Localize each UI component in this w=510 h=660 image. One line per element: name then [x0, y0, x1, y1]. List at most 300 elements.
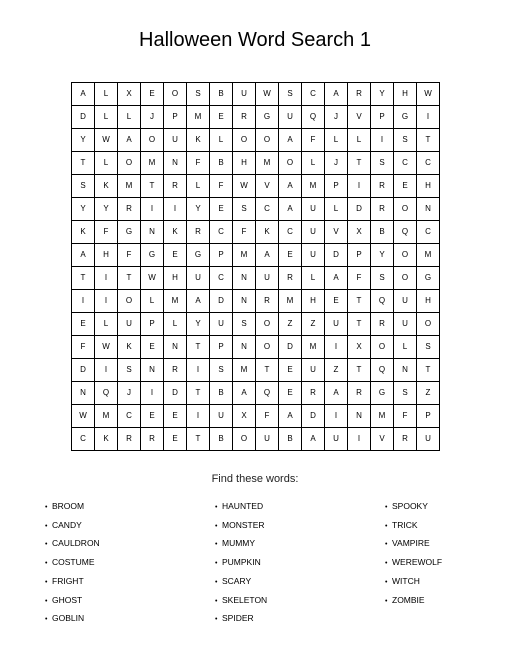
- grid-cell: F: [348, 267, 371, 290]
- grid-cell: T: [348, 152, 371, 175]
- grid-cell: I: [164, 198, 187, 221]
- grid-cell: A: [279, 405, 302, 428]
- bullet-icon: •: [215, 616, 218, 624]
- grid-cell: T: [72, 267, 95, 290]
- grid-cell: B: [210, 83, 233, 106]
- grid-cell: U: [394, 313, 417, 336]
- grid-cell: A: [325, 267, 348, 290]
- word-list-column-3: [385, 498, 475, 629]
- word-label: WITCH: [392, 575, 420, 586]
- grid-cell: R: [118, 428, 141, 451]
- grid-cell: U: [302, 359, 325, 382]
- word-list-item: [385, 535, 475, 554]
- grid-cell: J: [325, 152, 348, 175]
- grid-cell: Z: [417, 382, 440, 405]
- grid-cell: E: [394, 175, 417, 198]
- grid-cell: L: [164, 313, 187, 336]
- grid-cell: N: [164, 152, 187, 175]
- grid-cell: F: [187, 152, 210, 175]
- grid-cell: A: [118, 129, 141, 152]
- word-list-column-1: [45, 498, 215, 629]
- grid-cell: L: [325, 198, 348, 221]
- grid-cell: A: [233, 382, 256, 405]
- grid-cell: M: [233, 244, 256, 267]
- grid-cell: I: [371, 129, 394, 152]
- grid-cell: T: [187, 336, 210, 359]
- word-list-item: [45, 573, 215, 592]
- grid-row: [72, 83, 440, 106]
- bullet-icon: •: [215, 522, 218, 530]
- word-label: FRIGHT: [52, 575, 84, 586]
- grid-cell: L: [187, 175, 210, 198]
- grid-cell: M: [95, 405, 118, 428]
- word-label: PUMPKIN: [222, 557, 261, 568]
- instructions: Find these words:: [211, 473, 299, 485]
- grid-cell: G: [141, 244, 164, 267]
- grid-cell: M: [118, 175, 141, 198]
- grid-cell: I: [95, 290, 118, 313]
- grid-cell: C: [72, 428, 95, 451]
- grid-cell: B: [279, 428, 302, 451]
- grid-cell: H: [417, 175, 440, 198]
- word-label: CAULDRON: [52, 538, 100, 549]
- grid-cell: I: [348, 175, 371, 198]
- grid-cell: X: [118, 83, 141, 106]
- grid-cell: K: [187, 129, 210, 152]
- grid-cell: R: [233, 106, 256, 129]
- grid-cell: C: [118, 405, 141, 428]
- word-label: HAUNTED: [222, 501, 264, 511]
- grid-cell: V: [371, 428, 394, 451]
- word-label: MONSTER: [222, 519, 265, 530]
- grid-cell: Y: [95, 198, 118, 221]
- grid-cell: Z: [279, 313, 302, 336]
- grid-cell: P: [325, 175, 348, 198]
- grid-cell: L: [210, 129, 233, 152]
- grid-cell: X: [348, 336, 371, 359]
- grid-cell: M: [417, 244, 440, 267]
- grid-cell: S: [371, 267, 394, 290]
- grid-cell: D: [348, 198, 371, 221]
- grid-cell: L: [118, 106, 141, 129]
- grid-cell: Z: [325, 359, 348, 382]
- grid-row: [72, 405, 440, 428]
- grid-cell: I: [72, 290, 95, 313]
- bullet-icon: •: [385, 522, 388, 530]
- grid-cell: P: [210, 244, 233, 267]
- grid-cell: T: [417, 129, 440, 152]
- grid-cell: H: [417, 290, 440, 313]
- grid-cell: C: [417, 221, 440, 244]
- bullet-icon: •: [385, 597, 388, 605]
- grid-cell: P: [141, 313, 164, 336]
- grid-cell: R: [141, 428, 164, 451]
- word-list-item: [215, 573, 385, 592]
- grid-cell: R: [187, 221, 210, 244]
- grid-cell: F: [256, 405, 279, 428]
- grid-cell: U: [302, 198, 325, 221]
- grid-row: [72, 382, 440, 405]
- grid-cell: W: [95, 129, 118, 152]
- grid-cell: M: [187, 106, 210, 129]
- grid-cell: E: [164, 405, 187, 428]
- grid-cell: M: [371, 405, 394, 428]
- word-list-item: [385, 573, 475, 592]
- grid-cell: N: [417, 198, 440, 221]
- grid-row: [72, 313, 440, 336]
- grid-cell: O: [256, 313, 279, 336]
- grid-row: [72, 267, 440, 290]
- grid-cell: P: [164, 106, 187, 129]
- grid-cell: U: [210, 313, 233, 336]
- grid-cell: S: [233, 313, 256, 336]
- grid-cell: E: [279, 382, 302, 405]
- grid-cell: T: [187, 428, 210, 451]
- grid-cell: Q: [371, 290, 394, 313]
- grid-cell: B: [210, 152, 233, 175]
- grid-cell: S: [118, 359, 141, 382]
- grid-cell: W: [417, 83, 440, 106]
- grid-cell: Y: [187, 313, 210, 336]
- bullet-icon: •: [45, 522, 48, 530]
- grid-cell: R: [164, 175, 187, 198]
- grid-cell: E: [141, 336, 164, 359]
- grid-cell: L: [95, 83, 118, 106]
- grid-row: [72, 221, 440, 244]
- grid-cell: N: [233, 267, 256, 290]
- grid-cell: V: [325, 221, 348, 244]
- grid-cell: F: [118, 244, 141, 267]
- word-label: BROOM: [52, 501, 85, 511]
- grid-cell: D: [72, 106, 95, 129]
- word-list-item: [45, 535, 215, 554]
- grid-cell: F: [394, 405, 417, 428]
- grid-cell: K: [72, 221, 95, 244]
- bullet-icon: •: [45, 504, 48, 511]
- word-label: WEREWOLF: [392, 557, 443, 568]
- grid-cell: W: [141, 267, 164, 290]
- word-list-item: [385, 498, 475, 517]
- grid-cell: N: [233, 336, 256, 359]
- word-list: [45, 498, 475, 629]
- grid-cell: B: [210, 382, 233, 405]
- grid-cell: T: [72, 152, 95, 175]
- grid-cell: A: [256, 244, 279, 267]
- grid-cell: O: [233, 129, 256, 152]
- grid-cell: S: [187, 83, 210, 106]
- grid-cell: L: [302, 267, 325, 290]
- grid-cell: R: [371, 313, 394, 336]
- bullet-icon: •: [385, 578, 388, 586]
- grid-cell: G: [187, 244, 210, 267]
- grid-cell: G: [394, 106, 417, 129]
- grid-cell: E: [210, 198, 233, 221]
- word-list-item: [215, 535, 385, 554]
- page-title: Halloween Word Search 1: [139, 29, 371, 51]
- grid-cell: U: [302, 221, 325, 244]
- bullet-icon: •: [45, 616, 48, 624]
- grid-cell: Y: [72, 198, 95, 221]
- grid-cell: I: [95, 359, 118, 382]
- grid-cell: M: [164, 290, 187, 313]
- grid-cell: C: [256, 198, 279, 221]
- grid-row: [72, 106, 440, 129]
- word-list-item: [215, 498, 385, 517]
- grid-cell: M: [302, 336, 325, 359]
- grid-cell: M: [233, 359, 256, 382]
- grid-cell: U: [325, 313, 348, 336]
- grid-cell: R: [348, 83, 371, 106]
- grid-cell: L: [302, 152, 325, 175]
- grid-cell: M: [256, 152, 279, 175]
- grid-cell: C: [210, 267, 233, 290]
- grid-cell: Q: [95, 382, 118, 405]
- word-list-item: [215, 554, 385, 573]
- word-label: CANDY: [52, 519, 82, 530]
- grid-cell: A: [279, 198, 302, 221]
- grid-row: [72, 198, 440, 221]
- grid-cell: I: [187, 359, 210, 382]
- grid-cell: U: [325, 428, 348, 451]
- grid-cell: O: [233, 428, 256, 451]
- grid-row: [72, 359, 440, 382]
- word-list-item: [45, 554, 215, 573]
- grid-cell: C: [417, 152, 440, 175]
- grid-cell: E: [325, 290, 348, 313]
- grid-cell: F: [210, 175, 233, 198]
- grid-cell: N: [141, 221, 164, 244]
- grid-cell: I: [325, 336, 348, 359]
- grid-cell: D: [72, 359, 95, 382]
- bullet-icon: •: [215, 541, 218, 549]
- grid-cell: D: [279, 336, 302, 359]
- grid-cell: I: [325, 405, 348, 428]
- grid-cell: T: [417, 359, 440, 382]
- bullet-icon: •: [45, 578, 48, 586]
- grid-cell: Q: [371, 359, 394, 382]
- grid-cell: C: [302, 83, 325, 106]
- grid-cell: H: [164, 267, 187, 290]
- grid-cell: L: [95, 106, 118, 129]
- grid-cell: P: [210, 336, 233, 359]
- grid-row: [72, 336, 440, 359]
- grid-cell: M: [141, 152, 164, 175]
- word-label: SCARY: [222, 575, 252, 586]
- grid-cell: E: [141, 405, 164, 428]
- grid-cell: C: [279, 221, 302, 244]
- grid-cell: R: [302, 382, 325, 405]
- grid-cell: E: [72, 313, 95, 336]
- word-list-item: [45, 498, 215, 517]
- grid-cell: T: [141, 175, 164, 198]
- grid-cell: T: [348, 290, 371, 313]
- word-list-item: [215, 610, 385, 629]
- grid-cell: Q: [394, 221, 417, 244]
- grid-cell: O: [394, 198, 417, 221]
- word-label: VAMPIRE: [392, 538, 430, 549]
- grid-cell: T: [118, 267, 141, 290]
- grid-cell: H: [233, 152, 256, 175]
- grid-cell: I: [95, 267, 118, 290]
- word-list-item: [215, 517, 385, 536]
- grid-cell: Y: [72, 129, 95, 152]
- grid-cell: L: [394, 336, 417, 359]
- grid-row: [72, 290, 440, 313]
- grid-row: [72, 129, 440, 152]
- word-label: SKELETON: [222, 594, 268, 605]
- grid-cell: P: [417, 405, 440, 428]
- bullet-icon: •: [385, 560, 388, 568]
- grid-cell: A: [279, 129, 302, 152]
- grid-cell: U: [394, 290, 417, 313]
- grid-cell: S: [279, 83, 302, 106]
- grid-cell: L: [95, 152, 118, 175]
- word-list-item: [385, 554, 475, 573]
- grid-cell: U: [279, 106, 302, 129]
- grid-cell: G: [371, 382, 394, 405]
- grid-cell: W: [72, 405, 95, 428]
- grid-cell: B: [210, 428, 233, 451]
- grid-cell: F: [302, 129, 325, 152]
- grid-cell: O: [256, 129, 279, 152]
- grid-cell: D: [302, 405, 325, 428]
- grid-cell: N: [394, 359, 417, 382]
- grid-cell: O: [371, 336, 394, 359]
- grid-cell: O: [394, 267, 417, 290]
- grid-cell: O: [164, 83, 187, 106]
- grid-cell: Y: [371, 83, 394, 106]
- grid-cell: T: [348, 313, 371, 336]
- grid-cell: W: [256, 83, 279, 106]
- grid-cell: H: [394, 83, 417, 106]
- grid-cell: U: [417, 428, 440, 451]
- grid-cell: N: [164, 336, 187, 359]
- word-list-item: [45, 592, 215, 611]
- grid-cell: N: [141, 359, 164, 382]
- grid-cell: G: [118, 221, 141, 244]
- word-label: SPOOKY: [392, 501, 428, 511]
- grid-cell: S: [394, 382, 417, 405]
- grid-cell: T: [256, 359, 279, 382]
- grid-cell: U: [118, 313, 141, 336]
- grid-cell: O: [118, 152, 141, 175]
- grid-cell: B: [371, 221, 394, 244]
- grid-cell: S: [417, 336, 440, 359]
- grid-row: [72, 152, 440, 175]
- grid-cell: E: [279, 359, 302, 382]
- grid-cell: Q: [302, 106, 325, 129]
- grid-cell: J: [325, 106, 348, 129]
- grid-cell: O: [394, 244, 417, 267]
- grid-cell: M: [302, 175, 325, 198]
- grid-cell: C: [210, 221, 233, 244]
- grid-cell: E: [164, 428, 187, 451]
- grid-cell: O: [417, 313, 440, 336]
- grid-cell: C: [394, 152, 417, 175]
- word-label: SPIDER: [222, 613, 254, 624]
- grid-cell: L: [325, 129, 348, 152]
- grid-cell: H: [302, 290, 325, 313]
- grid-cell: E: [164, 244, 187, 267]
- word-label: MUMMY: [222, 538, 256, 549]
- grid-cell: E: [210, 106, 233, 129]
- grid-cell: U: [210, 405, 233, 428]
- bullet-icon: •: [215, 504, 218, 511]
- grid-cell: O: [279, 152, 302, 175]
- word-label: GHOST: [52, 594, 83, 605]
- grid-cell: J: [141, 106, 164, 129]
- grid-cell: N: [233, 290, 256, 313]
- grid-cell: A: [72, 83, 95, 106]
- grid-cell: I: [141, 382, 164, 405]
- bullet-icon: •: [45, 597, 48, 605]
- grid-cell: S: [72, 175, 95, 198]
- grid-cell: K: [118, 336, 141, 359]
- grid-cell: F: [233, 221, 256, 244]
- grid-cell: U: [187, 267, 210, 290]
- grid-cell: L: [141, 290, 164, 313]
- grid-cell: V: [348, 106, 371, 129]
- word-label: ZOMBIE: [392, 594, 425, 605]
- grid-cell: E: [141, 83, 164, 106]
- bullet-icon: •: [45, 560, 48, 568]
- bullet-icon: •: [215, 597, 218, 605]
- grid-cell: S: [394, 129, 417, 152]
- grid-cell: O: [118, 290, 141, 313]
- grid-cell: R: [256, 290, 279, 313]
- grid-cell: N: [72, 382, 95, 405]
- word-list-item: [45, 517, 215, 536]
- word-search-grid: [71, 82, 440, 451]
- grid-cell: J: [118, 382, 141, 405]
- grid-cell: S: [371, 152, 394, 175]
- bullet-icon: •: [385, 504, 388, 511]
- grid-cell: G: [417, 267, 440, 290]
- grid-cell: R: [394, 428, 417, 451]
- grid-cell: O: [256, 336, 279, 359]
- grid-cell: R: [348, 382, 371, 405]
- grid-row: [72, 244, 440, 267]
- bullet-icon: •: [385, 541, 388, 549]
- grid-cell: K: [256, 221, 279, 244]
- grid-cell: I: [417, 106, 440, 129]
- word-list-item: [215, 592, 385, 611]
- grid-cell: I: [141, 198, 164, 221]
- grid-cell: R: [371, 198, 394, 221]
- grid-cell: L: [95, 313, 118, 336]
- grid-cell: A: [302, 428, 325, 451]
- grid-cell: R: [279, 267, 302, 290]
- grid-cell: N: [348, 405, 371, 428]
- grid-cell: U: [164, 129, 187, 152]
- grid-cell: R: [164, 359, 187, 382]
- bullet-icon: •: [45, 541, 48, 549]
- grid-cell: Z: [302, 313, 325, 336]
- grid-cell: T: [348, 359, 371, 382]
- grid-cell: D: [325, 244, 348, 267]
- grid-row: [72, 428, 440, 451]
- word-list-item: [45, 610, 215, 629]
- grid-cell: E: [279, 244, 302, 267]
- grid-cell: U: [256, 428, 279, 451]
- grid-cell: S: [210, 359, 233, 382]
- grid-cell: X: [233, 405, 256, 428]
- grid-cell: F: [95, 221, 118, 244]
- word-label: GOBLIN: [52, 613, 85, 624]
- grid-cell: T: [187, 382, 210, 405]
- grid-cell: K: [95, 175, 118, 198]
- grid-cell: V: [256, 175, 279, 198]
